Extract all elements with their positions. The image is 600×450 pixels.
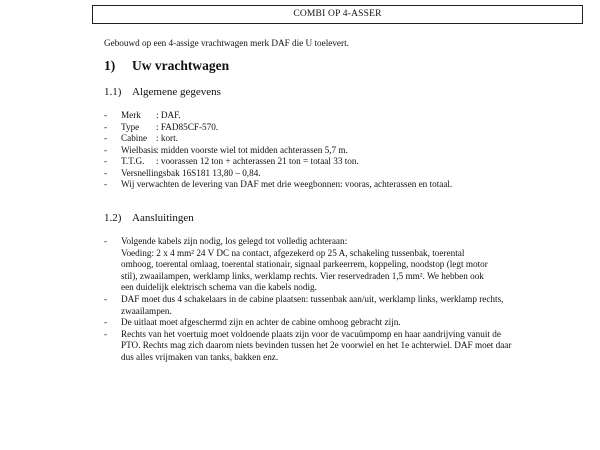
- connection-line: Rechts van het voertuig moet voldoende plaats zijn voor de vacuümpomp en haar aandrijving vanuit de: [121, 328, 501, 339]
- spec-text: Versnellingsbak 16S181 13,80 – 0,84.: [121, 167, 261, 178]
- spec-term: Wielbasis: [121, 144, 157, 155]
- header-title-box: [92, 5, 583, 24]
- spec-item: [104, 122, 574, 134]
- bullet-dash: -: [104, 121, 108, 132]
- connection-line: zwaailampen.: [121, 305, 172, 316]
- spec-value: : DAF.: [156, 110, 181, 120]
- spec-term: Type: [121, 121, 140, 132]
- spec-value: : kort.: [156, 133, 178, 143]
- connections-list: [104, 236, 574, 364]
- spec-value: : FAD85CF-570.: [156, 121, 219, 132]
- connection-item: [104, 317, 574, 329]
- connection-line: een duidelijk elektrisch schema van die kabels nodig.: [121, 282, 317, 293]
- spec-value: : midden voorste wiel tot midden achterassen 5,7 m.: [156, 144, 348, 155]
- bullet-dash: -: [104, 293, 108, 304]
- spec-text: Wij verwachten de levering van DAF met drie weegbonnen: vooras, achterassen en totaal.: [121, 179, 453, 189]
- subsection-heading-connections: [104, 212, 194, 225]
- spec-item: [104, 133, 574, 145]
- bullet-dash: -: [104, 328, 108, 339]
- bullet-dash: -: [104, 144, 108, 155]
- subsection-title: Algemene gegevens: [132, 86, 221, 98]
- connection-line: dus alles vrijmaken van tanks, bakken enz.: [121, 351, 279, 362]
- connection-item: [104, 236, 574, 294]
- spec-list: [104, 110, 574, 191]
- connection-item: [104, 294, 574, 317]
- connection-line: De uitlaat moet afgeschermd zijn en achter de cabine omhoog gebracht zijn.: [121, 317, 401, 328]
- bullet-dash: -: [104, 133, 108, 143]
- spec-item: [104, 110, 574, 122]
- subsection-number: 1.2): [104, 212, 122, 224]
- connection-line: PTO. Rechts mag zich daarom niets bevinden tussen het 2e voorwiel en het 1e achterwiel. DAF moet daar: [121, 340, 512, 351]
- connection-line: Volgende kabels zijn nodig, los gelegd tot volledig achteraan:: [121, 236, 348, 246]
- spec-term: Merk: [121, 110, 141, 120]
- bullet-dash: -: [104, 179, 108, 189]
- connection-line: omhoog, toerental omlaag, toerental stationair, signaal parkeerrem, koppeling, noodstop (legt motor: [121, 259, 488, 270]
- spec-term: Cabine: [121, 133, 148, 143]
- connection-line: DAF moet dus 4 schakelaars in de cabine plaatsen: tussenbak aan/uit, werklamp links, werklamp rechts,: [121, 293, 504, 304]
- bullet-dash: -: [104, 167, 108, 178]
- subsection-number: 1.1): [104, 86, 122, 98]
- subsection-title: Aansluitingen: [132, 212, 194, 224]
- bullet-dash: -: [104, 156, 108, 166]
- spec-item: [104, 179, 574, 191]
- subsection-heading-general: [104, 86, 221, 99]
- header-title: COMBI OP 4-ASSER: [293, 9, 382, 19]
- connection-line: stil), zwaailampen, werklamp links, werklamp rechts. Vier reservedraden 1,5 mm². We hebben ook: [121, 270, 484, 281]
- intro-text: Gebouwd op een 4-assige vrachtwagen merk DAF die U toelevert.: [104, 38, 349, 48]
- connection-line: Voeding: 2 x 4 mm² 24 V DC na contact, afgezekerd op 25 A, schakeling tussenbak, toerental: [121, 247, 465, 258]
- spec-term: T.T.G.: [121, 156, 145, 166]
- bullet-dash: -: [104, 110, 108, 120]
- section-title: Uw vrachtwagen: [132, 58, 230, 73]
- spec-value: : voorassen 12 ton + achterassen 21 ton = totaal 33 ton.: [156, 156, 359, 166]
- spec-item: [104, 145, 574, 157]
- section-number: 1): [104, 58, 116, 73]
- spec-item: [104, 168, 574, 180]
- connection-item: [104, 329, 574, 364]
- bullet-dash: -: [104, 317, 108, 328]
- bullet-dash: -: [104, 236, 108, 246]
- section-heading: [104, 58, 229, 74]
- spec-item: [104, 156, 574, 168]
